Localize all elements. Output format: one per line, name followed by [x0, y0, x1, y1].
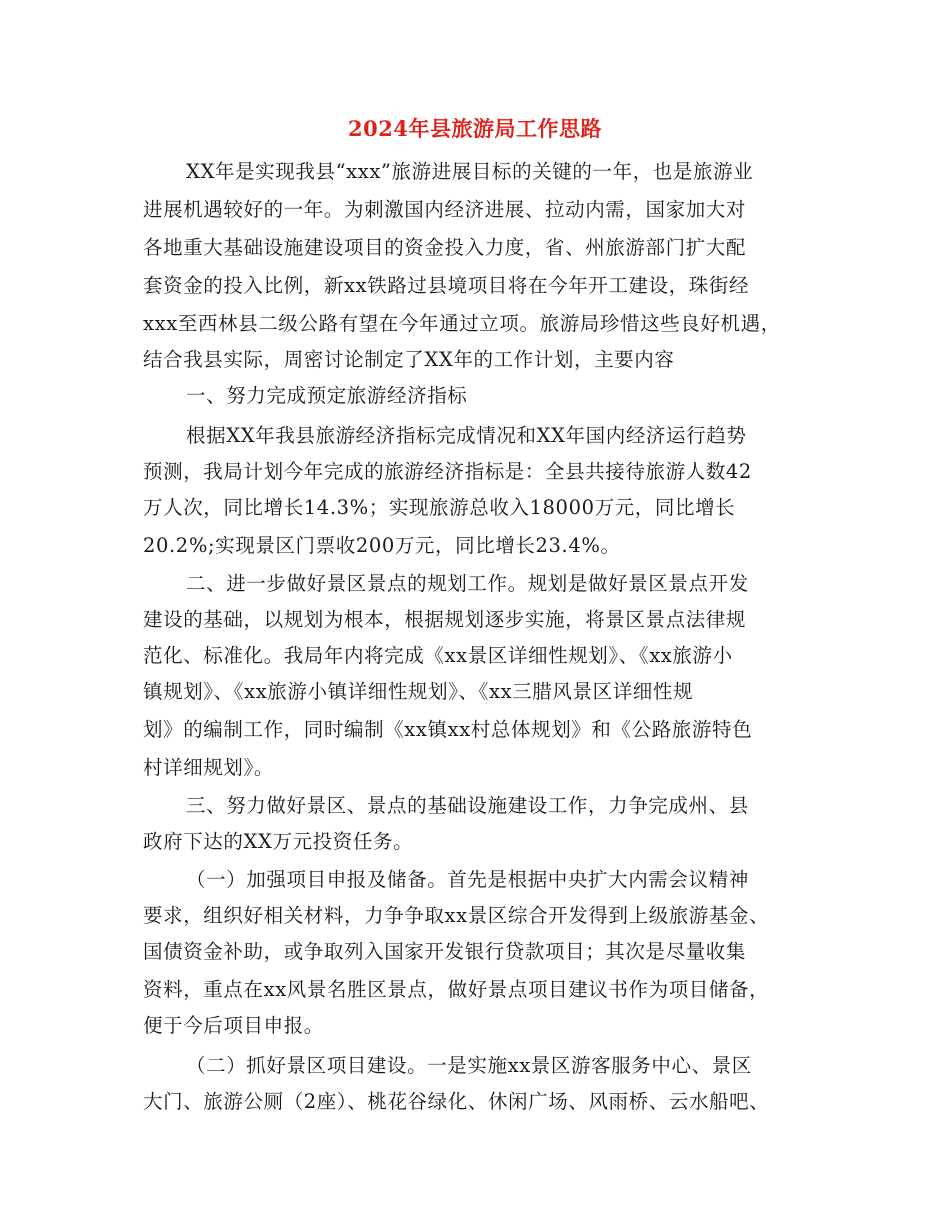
body-line-10: 万人次，同比增长14.3%；实现旅游总收入18000万元，同比增长	[143, 496, 736, 519]
body-line-23: 资料，重点在xx风景名胜区景点，做好景点项目建议书作为项目储备，	[143, 978, 770, 1001]
body-line-15: 镇规划》、《xx旅游小镇详细性规划》、《xx三腊风景区详细性规	[143, 680, 694, 703]
section-heading-1: 一、努力完成预定旅游经济指标	[186, 384, 468, 407]
body-line-13: 建设的基础，以规划为根本，根据规划逐步实施，将景区景点法律规	[143, 608, 747, 631]
body-line-14: 范化、标准化。我局年内将完成《xx景区详细性规划》、《xx旅游小	[143, 644, 733, 667]
body-line-19: 政府下达的XX万元投资任务。	[143, 830, 414, 853]
body-line-8: 根据XX年我县旅游经济指标完成情况和XX年国内经济运行趋势	[186, 424, 747, 447]
body-line-3: 各地重大基础设施建设项目的资金投入力度，省、州旅游部门扩大配	[143, 236, 747, 259]
body-line-12: 二、进一步做好景区景点的规划工作。规划是做好景区景点开发	[186, 572, 749, 595]
body-line-16: 划》的编制工作，同时编制《xx镇xx村总体规划》和《公路旅游特色	[143, 718, 753, 741]
body-line-22: 国债资金补助，或争取列入国家开发银行贷款项目；其次是尽量收集	[143, 940, 747, 963]
document-title: 2024年县旅游局工作思路	[348, 116, 602, 141]
body-line-18: 三、努力做好景区、景点的基础设施建设工作，力争完成州、县	[186, 794, 749, 817]
body-line-17: 村详细规划》。	[143, 756, 274, 779]
body-line-5: xxx至西林县二级公路有望在今年通过立项。旅游局珍惜这些良好机遇，	[143, 312, 781, 335]
body-line-2: 进展机遇较好的一年。为刺激国内经济进展、拉动内需，国家加大对	[143, 198, 747, 221]
body-line-6: 结合我县实际，周密讨论制定了XX年的工作计划，主要内容	[143, 348, 675, 371]
body-line-25: （二）抓好景区项目建设。一是实施xx景区游客服务中心、景区	[186, 1054, 752, 1077]
body-line-1: XX年是实现我县“xxx”旅游进展目标的关键的一年，也是旅游业	[186, 160, 754, 183]
body-line-20: （一）加强项目申报及储备。首先是根据中央扩大内需会议精神	[186, 868, 749, 891]
body-line-9: 预测，我局计划今年完成的旅游经济指标是：全县共接待旅游人数42	[143, 460, 752, 483]
body-line-4: 套资金的投入比例，新xx铁路过县境项目将在今年开工建设，珠街经	[143, 274, 750, 297]
body-line-21: 要求，组织好相关材料，力争争取xx景区综合开发得到上级旅游基金、	[143, 904, 770, 927]
body-line-24: 便于今后项目申报。	[143, 1014, 324, 1037]
body-line-26: 大门、旅游公厕（2座）、桃花谷绿化、休闲广场、风雨桥、云水船吧、	[143, 1090, 770, 1113]
body-line-11: 20.2%;实现景区门票收200万元，同比增长23.4%。	[143, 534, 621, 557]
